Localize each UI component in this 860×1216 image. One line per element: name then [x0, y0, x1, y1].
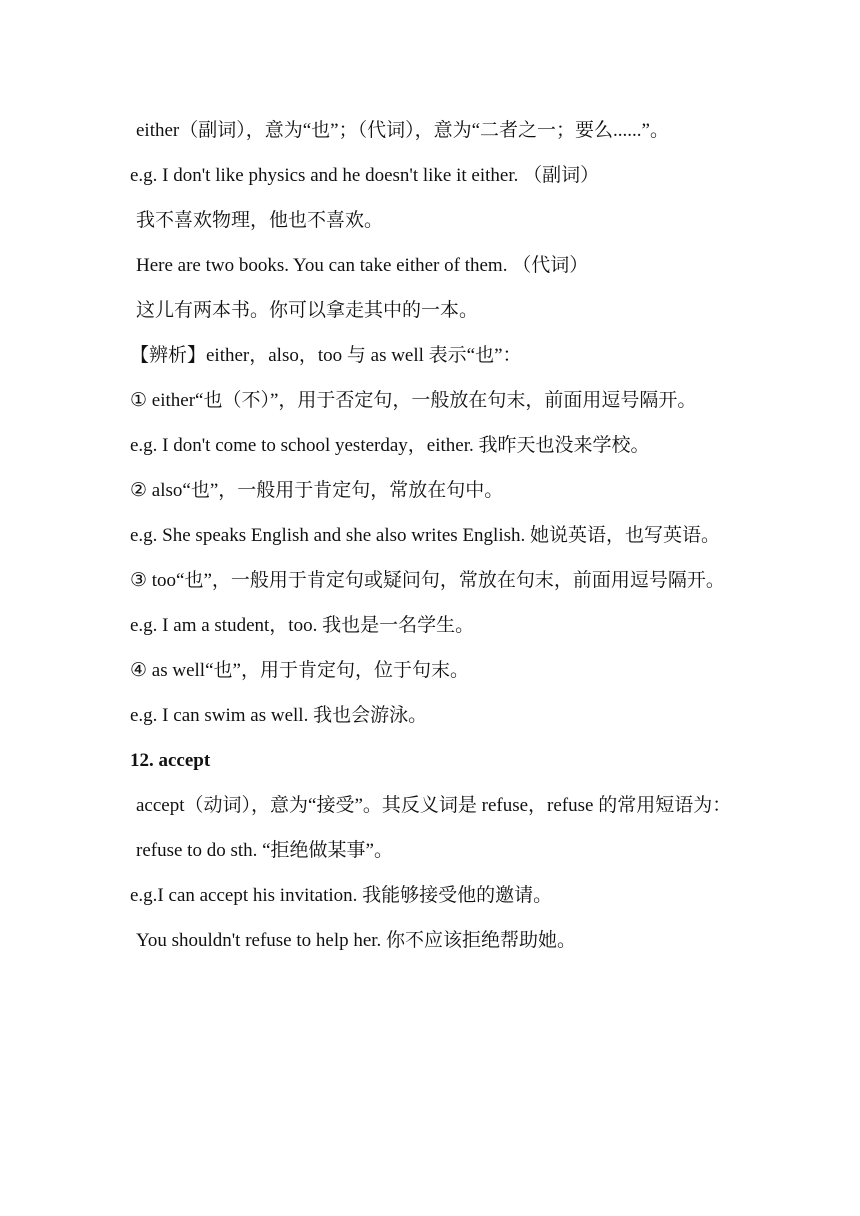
accept-definition: accept（动词），意为“接受”。其反义词是 refuse，refuse 的常用短语为：	[136, 795, 732, 816]
point-too: ③ too“也”，一般用于肯定句或疑问句，常放在句末，前面用逗号隔开。	[130, 570, 725, 591]
example-english: e.g. She speaks English and she also writes English. 她说英语，也写英语。	[130, 525, 721, 546]
point-also: ② also“也”，一般用于肯定句，常放在句中。	[130, 480, 504, 501]
point-either: ① either“也（不）”，用于否定句，一般放在句末，前面用逗号隔开。	[130, 390, 697, 411]
example-books: Here are two books. You can take either of them. （代词）	[136, 255, 589, 276]
example-school: e.g. I don't come to school yesterday，either. 我昨天也没来学校。	[130, 435, 650, 456]
example-physics: e.g. I don't like physics and he doesn't like it either. （副词）	[130, 165, 600, 186]
example-swim: e.g. I can swim as well. 我也会游泳。	[130, 705, 428, 726]
example-books-translation: 这儿有两本书。你可以拿走其中的一本。	[136, 300, 479, 321]
example-invitation: e.g.I can accept his invitation. 我能够接受他的邀请。	[130, 885, 553, 906]
section-heading-accept: 12. accept	[130, 750, 211, 771]
refuse-phrase: refuse to do sth. “拒绝做某事”。	[136, 840, 393, 861]
either-definition: either（副词），意为“也”；（代词），意为“二者之一；要么......”。	[136, 120, 669, 141]
example-refuse: You shouldn't refuse to help her. 你不应该拒绝帮助她。	[136, 930, 577, 951]
point-as-well: ④ as well“也”，用于肯定句，位于句末。	[130, 660, 469, 681]
analysis-heading: 【辨析】either，also，too 与 as well 表示“也”：	[130, 345, 522, 366]
document-body	[130, 108, 735, 963]
example-physics-translation: 我不喜欢物理，他也不喜欢。	[136, 210, 384, 231]
example-student: e.g. I am a student，too. 我也是一名学生。	[130, 615, 475, 636]
